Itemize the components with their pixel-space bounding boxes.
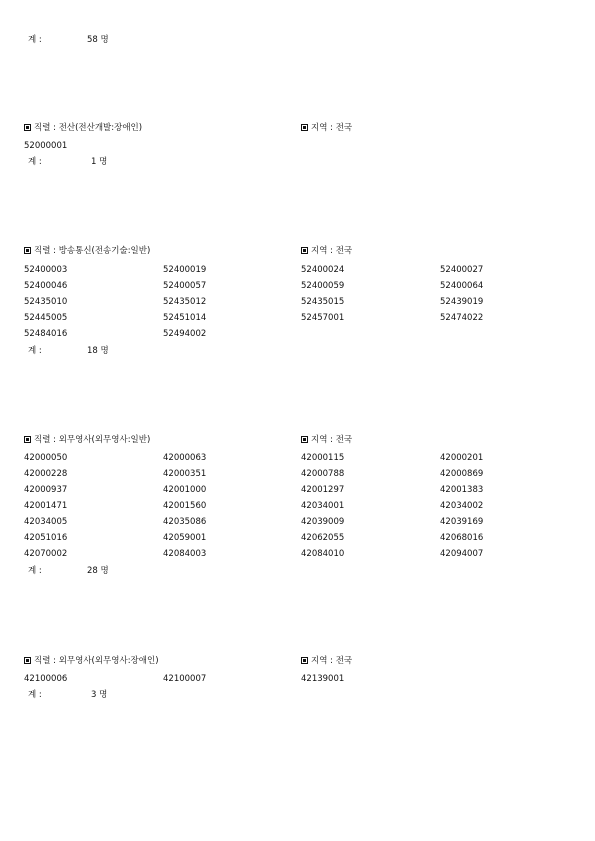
section-1-job-label: 직렬 : 방송통신(전송기술:일반) — [34, 246, 151, 256]
section-1-region-label: 지역 : 전국 — [311, 246, 353, 256]
section-1-total-value — [87, 346, 109, 356]
code-cell: 42084010 — [301, 549, 345, 559]
square-bullet-icon — [301, 124, 308, 131]
code-cell: 42000788 — [301, 469, 345, 479]
section-2-job-label: 직렬 : 외무영사(외무영사:일반) — [34, 435, 151, 445]
section-1-total-unit: 명 — [100, 346, 109, 356]
section-0-job-header — [24, 123, 142, 133]
code-cell: 42034005 — [24, 517, 68, 527]
section-0-region-header — [301, 123, 352, 133]
square-bullet-icon — [24, 247, 31, 254]
code-cell: 52400059 — [301, 281, 345, 291]
code-cell: 52451014 — [163, 313, 207, 323]
code-cell: 52439019 — [440, 297, 484, 307]
code-cell: 52435015 — [301, 297, 345, 307]
code-cell: 52000001 — [24, 141, 68, 151]
code-cell: 42000228 — [24, 469, 68, 479]
code-cell: 42034002 — [440, 501, 484, 511]
section-2-total-unit: 명 — [100, 566, 109, 576]
code-cell: 42051016 — [24, 533, 68, 543]
section-0-total-label: 계 : — [28, 157, 42, 167]
code-cell: 52400024 — [301, 265, 345, 275]
code-cell: 52400057 — [163, 281, 207, 291]
code-cell: 42001471 — [24, 501, 68, 511]
section-2-region-header — [301, 435, 352, 445]
code-cell: 52494002 — [163, 329, 207, 339]
code-cell: 42039169 — [440, 517, 484, 527]
code-cell: 52400019 — [163, 265, 207, 275]
code-cell: 52400064 — [440, 281, 484, 291]
code-cell: 42000201 — [440, 453, 484, 463]
section-1-region-header — [301, 246, 352, 256]
code-cell: 42000937 — [24, 485, 68, 495]
section-0-total-unit: 명 — [99, 157, 108, 167]
section-1-total-count: 18 — [87, 346, 98, 356]
section-1-job-header — [24, 246, 150, 256]
section-0-region-label: 지역 : 전국 — [311, 123, 353, 133]
code-cell: 52457001 — [301, 313, 345, 323]
section-3-region-label: 지역 : 전국 — [311, 656, 353, 666]
square-bullet-icon — [24, 436, 31, 443]
code-cell: 42035086 — [163, 517, 207, 527]
section-3-total-count: 3 — [91, 690, 97, 700]
section-2-total-label: 계 : — [28, 566, 42, 576]
section-0-total-value — [91, 157, 107, 167]
square-bullet-icon — [301, 247, 308, 254]
code-cell: 52435012 — [163, 297, 207, 307]
section-2-total-value — [87, 566, 109, 576]
code-cell: 42100007 — [163, 674, 207, 684]
code-cell: 42001000 — [163, 485, 207, 495]
first-total-label: 계 : — [28, 35, 42, 45]
section-0-job-label: 직렬 : 전산(전산개발:장애인) — [34, 123, 143, 133]
code-cell: 42070002 — [24, 549, 68, 559]
code-cell: 42100006 — [24, 674, 68, 684]
square-bullet-icon — [301, 436, 308, 443]
code-cell: 42000050 — [24, 453, 68, 463]
first-total-unit: 명 — [100, 35, 109, 45]
section-3-job-label: 직렬 : 외무영사(외무영사:장애인) — [34, 656, 159, 666]
code-cell: 42001560 — [163, 501, 207, 511]
section-3-region-header — [301, 656, 352, 666]
code-cell: 42000869 — [440, 469, 484, 479]
code-cell: 42059001 — [163, 533, 207, 543]
section-0-total-count: 1 — [91, 157, 97, 167]
section-2-region-label: 지역 : 전국 — [311, 435, 353, 445]
code-cell: 42084003 — [163, 549, 207, 559]
first-total-value — [87, 35, 109, 45]
section-3-total-value — [91, 690, 107, 700]
square-bullet-icon — [24, 124, 31, 131]
code-cell: 52484016 — [24, 329, 68, 339]
square-bullet-icon — [24, 657, 31, 664]
code-cell: 52400046 — [24, 281, 68, 291]
code-cell: 42062055 — [301, 533, 345, 543]
first-total-count: 58 — [87, 35, 98, 45]
section-2-total-count: 28 — [87, 566, 98, 576]
code-cell: 42034001 — [301, 501, 345, 511]
code-cell: 52435010 — [24, 297, 68, 307]
square-bullet-icon — [301, 657, 308, 664]
code-cell: 52445005 — [24, 313, 68, 323]
section-3-job-header — [24, 656, 159, 666]
code-cell: 42000351 — [163, 469, 207, 479]
code-cell: 42001383 — [440, 485, 484, 495]
section-3-total-unit: 명 — [99, 690, 108, 700]
code-cell: 42001297 — [301, 485, 345, 495]
section-3-total-label: 계 : — [28, 690, 42, 700]
code-cell: 52474022 — [440, 313, 484, 323]
code-cell: 42000115 — [301, 453, 345, 463]
code-cell: 52400027 — [440, 265, 484, 275]
code-cell: 42000063 — [163, 453, 207, 463]
code-cell: 52400003 — [24, 265, 68, 275]
section-1-total-label: 계 : — [28, 346, 42, 356]
code-cell: 42094007 — [440, 549, 484, 559]
code-cell: 42139001 — [301, 674, 345, 684]
section-2-job-header — [24, 435, 150, 445]
code-cell: 42068016 — [440, 533, 484, 543]
code-cell: 42039009 — [301, 517, 345, 527]
